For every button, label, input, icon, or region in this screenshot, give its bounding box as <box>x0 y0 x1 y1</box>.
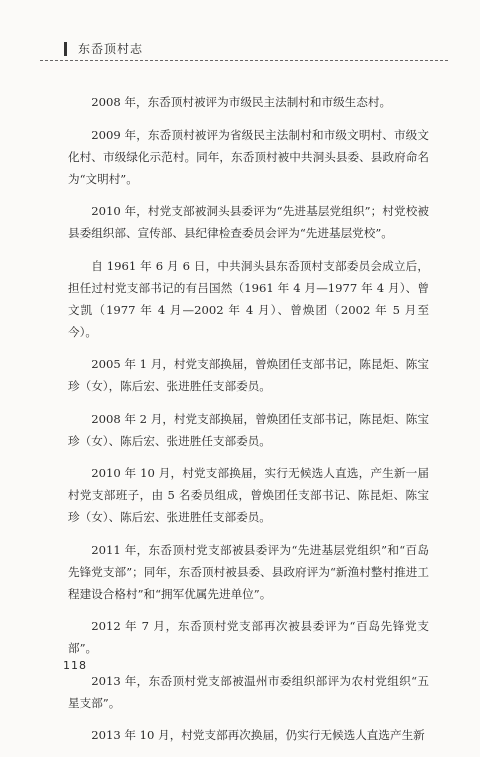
header-title: 东岙顶村志 <box>78 42 144 56</box>
paragraph: 2013 年，东岙顶村党支部被温州市委组织部评为农村党组织“五星支部”。 <box>68 673 429 710</box>
paragraph: 2008 年，东岙顶村被评为市级民主法制村和市级生态村。 <box>91 95 392 109</box>
paragraph: 2010 年 10 月，村党支部换届，实行无候选人直选，产生新一届村党支部班子，由 5 名委员组成，曾焕团任支部书记、陈昆炬、陈宝珍（女）、陈后宏、张进胜任支部委员。 <box>68 466 429 524</box>
body-text <box>68 91 429 757</box>
paragraph: 2010 年，村党支部被洞头县委评为“先进基层党组织”；村党校被县委组织部、宣传部、县纪律检查委员会评为“先进基层党校”。 <box>68 204 429 240</box>
paragraph: 2012 年 7 月，东岙顶村党支部再次被县委评为“百岛先锋党支部”。 <box>68 619 429 655</box>
running-header <box>40 37 448 61</box>
page-number: 118 <box>63 659 87 672</box>
paragraph: 自 1961 年 6 月 6 日，中共洞头县东岙顶村支部委员会成立后，担任过村党支部书记的有吕国然（1961 年 4 月—1977 年 4 月）、曾文凯（1977 年 4 月—2002 年 4 月）、曾焕团（2002 年 5 月至今）。 <box>68 258 429 339</box>
header-dashed-rule <box>40 60 448 61</box>
paragraph: 2005 年 1 月，村党支部换届，曾焕团任支部书记，陈昆炬、陈宝珍（女），陈后宏、张进胜任支部委员。 <box>68 357 429 393</box>
paragraph: 2009 年，东岙顶村被评为省级民主法制村和市级文明村、市级文化村、市级绿化示范村。同年，东岙顶村被中共洞头县委、县政府命名为“文明村”。 <box>68 127 429 186</box>
paragraph: 2011 年，东岙顶村党支部被县委评为“先进基层党组织”和“百岛先锋党支部”；同年，东岙顶村被县委、县政府评为“新渔村整村推进工程建设合格村”和“拥军优属先进单位”。 <box>68 542 429 601</box>
paragraph: 2008 年 2 月，村党支部换届，曾焕团任支部书记，陈昆炬、陈宝珍（女）、陈后宏、张进胜任支部委员。 <box>68 411 429 448</box>
header-marker-bar <box>64 42 67 56</box>
paragraph: 2013 年 10 月，村党支部再次换届，仍实行无候选人直选产生新 <box>91 728 425 742</box>
